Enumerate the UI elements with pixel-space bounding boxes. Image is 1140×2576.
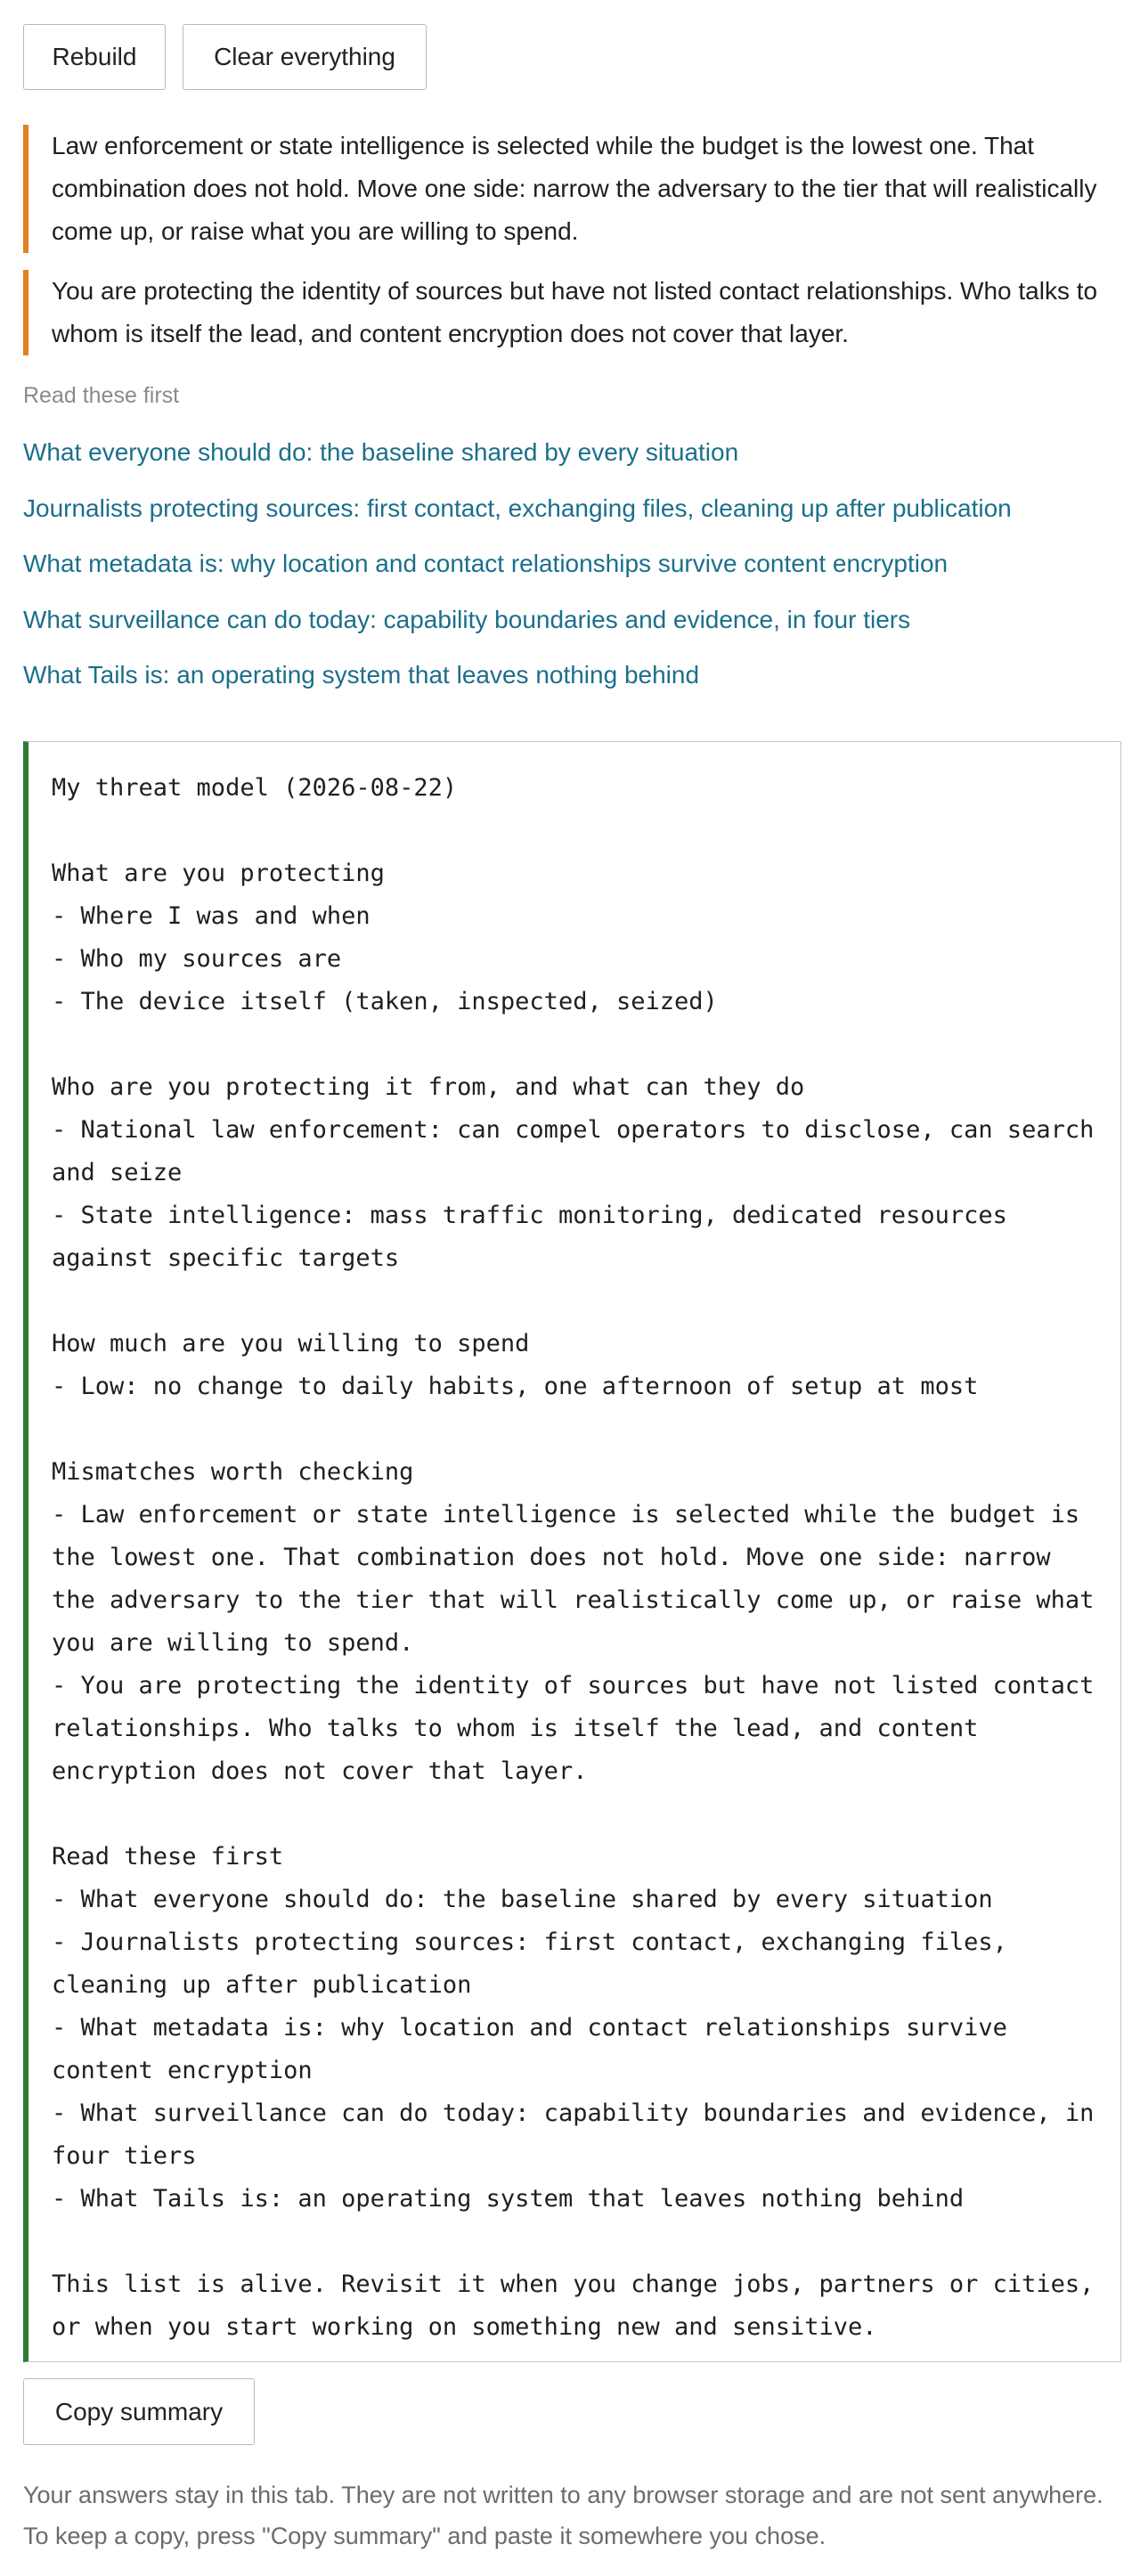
copy-summary-button[interactable]: Copy summary — [23, 2378, 255, 2445]
clear-everything-button[interactable]: Clear everything — [183, 24, 427, 90]
reading-heading: Read these first — [23, 383, 180, 408]
reading-link-tails[interactable]: What Tails is: an operating system that leaves nothing behind — [23, 661, 700, 689]
mismatch-warning-contacts: You are protecting the identity of sources but have not listed contact relationships. Who talks to whom is itself the lead, and content encryption does not cover that layer. — [23, 270, 1115, 355]
summary-text: My threat model (2026-08-22) What are you protecting - Where I was and when - Who my sources are - The device itself (taken, inspected, seized) Who are you protecting it from, and what can they do - National law enforcement: can compel operators to disclose, can search and seize - State intelligence: mass traffic monitoring, dedicated resources against specific targets How much are you willing to spend - Low: no change to daily habits, one afternoon of setup at most Mismatches worth checking - Law enforcement or state intelligence is selected while the budget is the lowest one. That combination does not hold. Move one side: narrow the adversary to the tier that will realistically come up, or raise what you are willing to spend. - You are protecting the identity of sources but have not listed contact relationships. Who talks to whom is itself the lead, and content encryption does not cover that layer. Read these first - What everyone should do: the baseline shared by every situation - Journalists protecting sources: first contact, exchanging files, cleaning up after publication - What metadata is: why location and contact relationships survive content encryption - What surveillance can do today: capability boundaries and evidence, in four tiers - What Tails is: an operating system that leaves nothing behind This list is alive. Revisit it when you change jobs, partners or cities, or when you start working on something new and sensitive. — [52, 774, 1095, 2341]
reading-link-baseline[interactable]: What everyone should do: the baseline shared by every situation — [23, 438, 739, 466]
rebuild-button[interactable]: Rebuild — [23, 24, 166, 90]
privacy-footer-note: Your answers stay in this tab. They are not written to any browser storage and are not sent anywhere. To keep a copy, press "Copy summary" and paste it somewhere you chose. — [23, 2482, 1103, 2549]
reading-link-metadata[interactable]: What metadata is: why location and contact relationships survive content encryption — [23, 550, 949, 577]
summary-box[interactable] — [23, 741, 1121, 2362]
mismatch-warning-budget: Law enforcement or state intelligence is selected while the budget is the lowest one. That combination does not hold. Move one side: narrow the adversary to the tier that will realistically come up, or raise what you are willing to spend. — [23, 125, 1115, 253]
reading-link-surveillance[interactable]: What surveillance can do today: capability boundaries and evidence, in four tiers — [23, 606, 911, 633]
reading-link-journalists[interactable]: Journalists protecting sources: first contact, exchanging files, cleaning up after publication — [23, 494, 1012, 522]
